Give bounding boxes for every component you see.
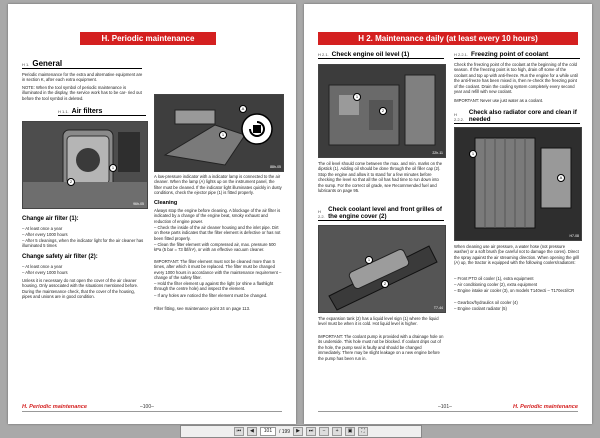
section-title-2221: Freezing point of coolant (471, 51, 549, 58)
callout-2-oil: 2 (379, 107, 387, 115)
air-filter-photo (22, 121, 148, 209)
change-safety-item-2: – After every 1000 hours (22, 270, 68, 275)
expansion-important-text: IMPORTANT: The coolant pump is provided with a drainage hole on its underside. This hole must not be blocked. If coolant drips out of the hole, the pump seal is faulty and should be changed immediately. There may be slight leakage on a new engine before the pump has been run in. (318, 334, 444, 361)
intro-text: Periodic maintenance for the extra and alternative equipment are in section K, after each extra equipment. (22, 72, 143, 83)
change-safety-filter-heading: Change safety air filter (2): (22, 254, 98, 260)
oil-level-text: The oil level should come between the max. and min. marks on the dipstick (1). Adding oil should be done through the oil filler cap (2). Stop the engine and allow it to stand for a few minutes before checking the level so that all the oil has had time to run down into the sump. For the correct oil grade, see Recommended fuel and lubricants on page 95. (318, 161, 443, 194)
change-air-item-3: – After 5 cleanings, when the indicator light for the air cleaner has illuminated 5 times (22, 238, 144, 249)
section-title-221: Check engine oil level (1) (331, 51, 410, 58)
freezing-text: Check the freezing point of the coolant at the beginning of the cold season. If the freezing point is too high, drain off some of the coolant and top up with anti-freeze. Run the engine for a while until the anti-freeze has been mixed in, then re-check the freezing point of the coolant. Drain the cooling system completely every second year and refill with new coolant. (454, 62, 578, 95)
left-page (8, 4, 296, 424)
subsection-heading-air-filters (58, 104, 146, 116)
footer-title: H. Periodic maintenance (22, 404, 87, 410)
engine-oil-photo (318, 64, 446, 158)
section-number-222: H 2.2. (318, 209, 325, 219)
section-title-222: Check coolant level and front grilles of the engine cover (2) (328, 206, 442, 220)
callout-2-coolant: 2 (381, 280, 389, 288)
change-air-item-1: – At least once a year (22, 226, 63, 231)
section-number: H 1. (22, 62, 30, 67)
radiator-illustration (455, 128, 581, 240)
radiator-clean-text: When cleaning use air pressure, a water hose (not pressure washer) or a soft brush (be careful not to damage the cores). Direct the spray against the air streaming direction. When opening the grill (A) up, the tractor is equipped with the following coolers/radiators: (454, 244, 580, 266)
callout-1-radiator: 1 (469, 150, 477, 158)
cleaning-important: IMPORTANT: The filter element must not be cleaned more than 5 times, after which it must be replaced. The filter must be changed every 1000 hours in accordance with the maintenance requirement – change of the safety filter. (154, 259, 282, 281)
section-number-2222: H 2.2.2. (454, 112, 465, 122)
change-air-item-2: – After every 1000 hours (22, 232, 68, 237)
cleaning-text: Always stop the engine before cleaning. A blockage of the air filter is indicated by a change of the engine beat, smoky exhaust and reduction of engine power. (154, 208, 281, 224)
footer-rule-right (318, 411, 578, 412)
zoom-out-button[interactable]: − (319, 427, 329, 436)
chapter-banner-right: H 2. Maintenance daily (at least every 10 hours) (318, 32, 578, 45)
page-total: / 199 (278, 428, 291, 435)
section-title-2222: Check also radiator core and clean if needed (468, 109, 577, 123)
radiator-item-3: – Engine intake air cooler (3), on models T140ecti – T170ecti/CR (454, 288, 575, 293)
right-page (304, 4, 592, 424)
cleaning-step-2: – Clean the filter element with compressed air, max. pressure 500 kPa (5 bar = 73 lbf/in²), or with an effective vacuum cleaner. (154, 242, 276, 253)
section-title: General (32, 59, 63, 68)
callout-1-coolant: 1 (365, 256, 373, 264)
coolant-tank-illustration (319, 226, 445, 312)
radiator-item-4: – Gearbox/hydraulics oil cooler (4) (454, 300, 518, 305)
callout-A: A (239, 105, 247, 113)
cleaning-step-1: – Check the inside of the air cleaner housing and the inlet pipe. Dirt on these parts indicates that the filter element is defective or has not been fitted properly. (154, 225, 281, 241)
footer-rule (22, 411, 282, 412)
filter-fitting-text: Filter fitting, see maintenance point 24 on page 113. (154, 306, 251, 311)
next-page-button[interactable]: ▶ (293, 427, 303, 436)
footer-title-right: H. Periodic maintenance (513, 404, 578, 410)
note-text: NOTE: When the tool symbol of periodic maintenance is illuminated in the display, the service work has to be car- ried out before the tool symbol is deleted. (22, 85, 142, 101)
section-heading-freezing (454, 48, 580, 59)
chapter-banner: H. Periodic maintenance (80, 32, 216, 45)
radiator-photo (454, 127, 582, 241)
page-number: –100– (140, 404, 154, 410)
page-number-right: –101– (438, 404, 452, 410)
pressure-indicator-diagram (154, 94, 284, 172)
last-page-button[interactable]: ⏭ (306, 427, 316, 436)
prev-page-button[interactable]: ◀ (247, 427, 257, 436)
callout-1-oil: 1 (353, 93, 361, 101)
photo-label-2: T7-44 (433, 306, 443, 310)
viewer-toolbar (180, 425, 422, 438)
callout-2: 2 (67, 178, 75, 186)
callout-1-diagram: 1 (219, 131, 227, 139)
section-number-221: H 2.1. (318, 52, 329, 57)
photo-label-3: H7-08 (569, 234, 579, 238)
freezing-important: IMPORTANT: Never use just water as a coolant. (454, 98, 544, 103)
fullscreen-icon[interactable]: ⛶ (358, 427, 368, 436)
page-input[interactable]: 101 (260, 427, 276, 436)
radiator-item-1: – Front PTO oil cooler (1), extra equipment (454, 276, 534, 281)
first-page-button[interactable]: ⏮ (234, 427, 244, 436)
cleaning-step-4: – If any holes are noticed the filter element must be changed. (154, 293, 268, 298)
subsection-number: H 1.1. (58, 109, 69, 114)
radiator-item-2: – Air conditioning cooler (2), extra equipment (454, 282, 538, 287)
indicator-text: A low-pressure indicator with a indicator lamp is connected to the air cleaner. When the lamp (A) lights up on the instrument panel, the filter must be cleaned. If the indicator light illuminates quickly in dusty conditions, check the ejector pipe (1) is fitted properly. (154, 174, 282, 196)
coolant-tank-photo (318, 225, 446, 313)
section-number-2221: H 2.2.1. (454, 52, 469, 57)
photo-label-1: 22h-11 (432, 151, 443, 155)
section-heading-coolant (318, 204, 444, 221)
expansion-tank-text: The expansion tank (2) has a liquid level sign (1) where the liquid level must be when it is cold. Hot liquid level is higher. (318, 316, 439, 327)
section-heading-oil-level (318, 48, 444, 59)
air-filter-illustration (23, 122, 147, 208)
section-heading-radiator (454, 107, 580, 124)
diagram-label: 88h-05 (270, 165, 281, 169)
callout-A-radiator: A (557, 174, 565, 182)
fit-page-icon[interactable]: ▣ (345, 427, 355, 436)
photo-label: 96h-05 (133, 202, 144, 206)
change-air-filter-heading: Change air filter (1): (22, 216, 79, 222)
section-heading-general (22, 56, 142, 69)
callout-1: 1 (109, 164, 117, 172)
change-safety-item-1: – At least once a year (22, 264, 63, 269)
unless-text: Unless it is necessary do not open the cover of the air cleaner housing. Only associated with the situations mentioned before. During the maintenance check, that the cover of the housing, pipes and unions are in good condition. (22, 278, 139, 300)
subsection-title: Air filters (71, 108, 103, 115)
radiator-item-5: – Engine coolant radiator (5) (454, 306, 507, 311)
cleaning-step-3: – Hold the filter element up against the light (or shine a flashlight through the centre hole) and inspect the element. (154, 281, 274, 292)
zoom-in-button[interactable]: + (332, 427, 342, 436)
cleaning-heading: Cleaning (154, 200, 178, 206)
